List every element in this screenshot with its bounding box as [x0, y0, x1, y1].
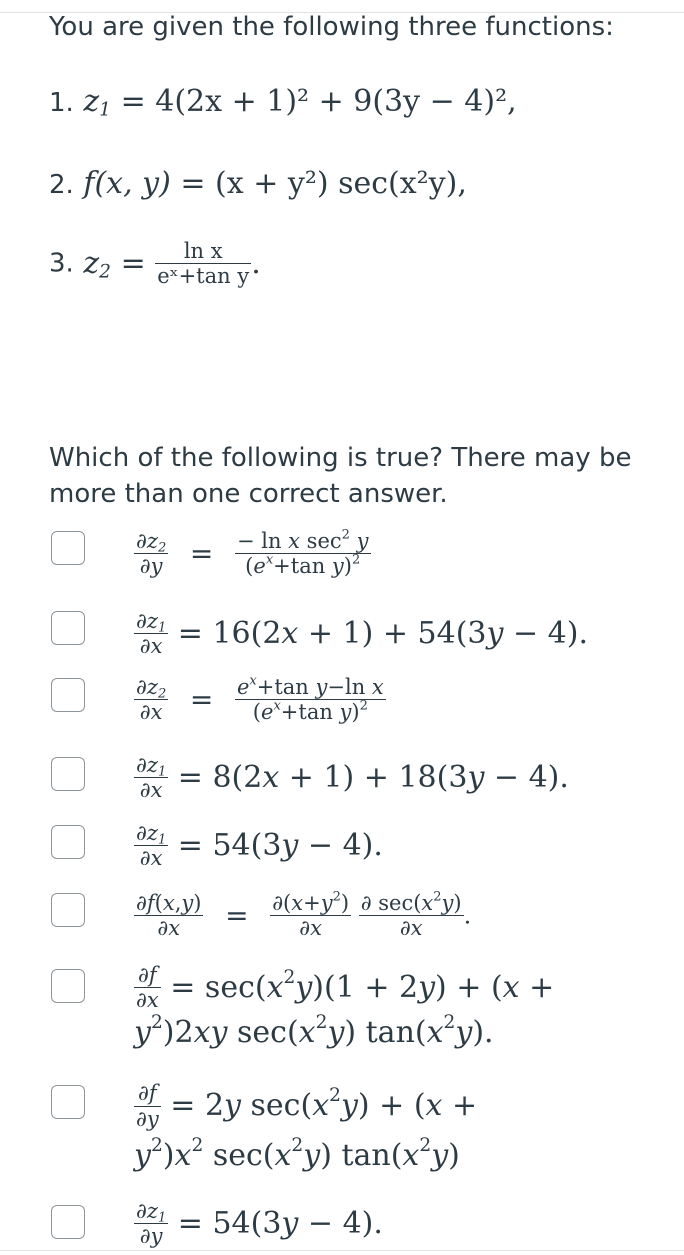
option-5-checkbox[interactable]: [51, 825, 85, 859]
function-1-number: 1.: [49, 88, 74, 118]
function-3-fraction: $\frac{\text{ln x}}{\text{eˣ+tan y}}$: [157, 239, 250, 289]
function-3: 3. $z_2$ = $\frac{\text{ln x}}{\text{eˣ+tan y}}$ .: [49, 239, 261, 289]
option-7-label: $\frac{\partial f}{\partial x}$ = $\sec(x^2y)(1 + 2y) + (x$ + $y^2)2xy$ $\sec(x^2y)$ $\tan(x^2y)$.: [134, 963, 555, 1051]
option-5-label: $\frac{\partial z_1}{\partial x}$ = 54(3y − 4).: [136, 821, 383, 871]
option-3-label: $\frac{\partial z_2}{\partial x}$ = $\frac{e^x+\tan y-\ln x}{(e^x+\tan y)^2}$: [136, 673, 384, 725]
function-3-lhs: $z_2$: [83, 246, 112, 283]
option-2-checkbox[interactable]: [51, 611, 85, 645]
function-1: [49, 84, 517, 119]
option-3-checkbox[interactable]: [51, 678, 85, 712]
option-6-checkbox[interactable]: [51, 893, 85, 927]
function-1-lhs: $z_1$: [83, 84, 112, 121]
question-text: Which of the following is true? There may be more than one correct answer.: [49, 443, 632, 509]
function-2-rhs: = (x + y²) sec(x²y),: [180, 166, 467, 201]
function-2: [49, 166, 467, 201]
function-3-number: 3.: [49, 248, 74, 279]
option-8-checkbox[interactable]: [51, 1085, 85, 1119]
option-2-label: $\frac{\partial z_1}{\partial x}$ = 16(2x + 1) + 54(3y − 4).: [136, 609, 589, 659]
function-2-lhs: f(x, y): [83, 166, 171, 201]
function-2-number: 2.: [49, 170, 74, 200]
intro-text: You are given the following three functions:: [49, 12, 614, 42]
option-9-label: $\frac{\partial z_1}{\partial y}$ = 54(3y − 4).: [136, 1199, 383, 1249]
option-4-label: $\frac{\partial z_1}{\partial x}$ = 8(2x + 1) + 18(3y − 4).: [136, 753, 569, 803]
option-9-checkbox[interactable]: [51, 1205, 85, 1239]
option-1-label: $\frac{\partial z_2}{\partial y}$ = $\frac{- \ln x \sec^2 y}{(e^x+\tan y)^2}$: [136, 527, 369, 579]
option-8-label: $\frac{\partial f}{\partial y}$ = 2y $\sec(x^2y) + (x$ + $y^2)x^2$ $\sec(x^2y)$ $\tan(x^2y)$: [134, 1081, 478, 1173]
option-1-checkbox[interactable]: [51, 531, 85, 565]
option-6-label: $\frac{\partial f(x,y)}{\partial x}$ = $\frac{\partial(x+y^2)}{\partial x}$ $\frac{\partial \sec(x^2y)}{\partial x}$ .: [136, 889, 472, 941]
option-7-checkbox[interactable]: [51, 969, 85, 1003]
option-4-checkbox[interactable]: [51, 757, 85, 791]
function-1-rhs: = 4(2x + 1)² + 9(3y − 4)²,: [120, 84, 517, 119]
bottom-divider: [0, 1250, 684, 1251]
